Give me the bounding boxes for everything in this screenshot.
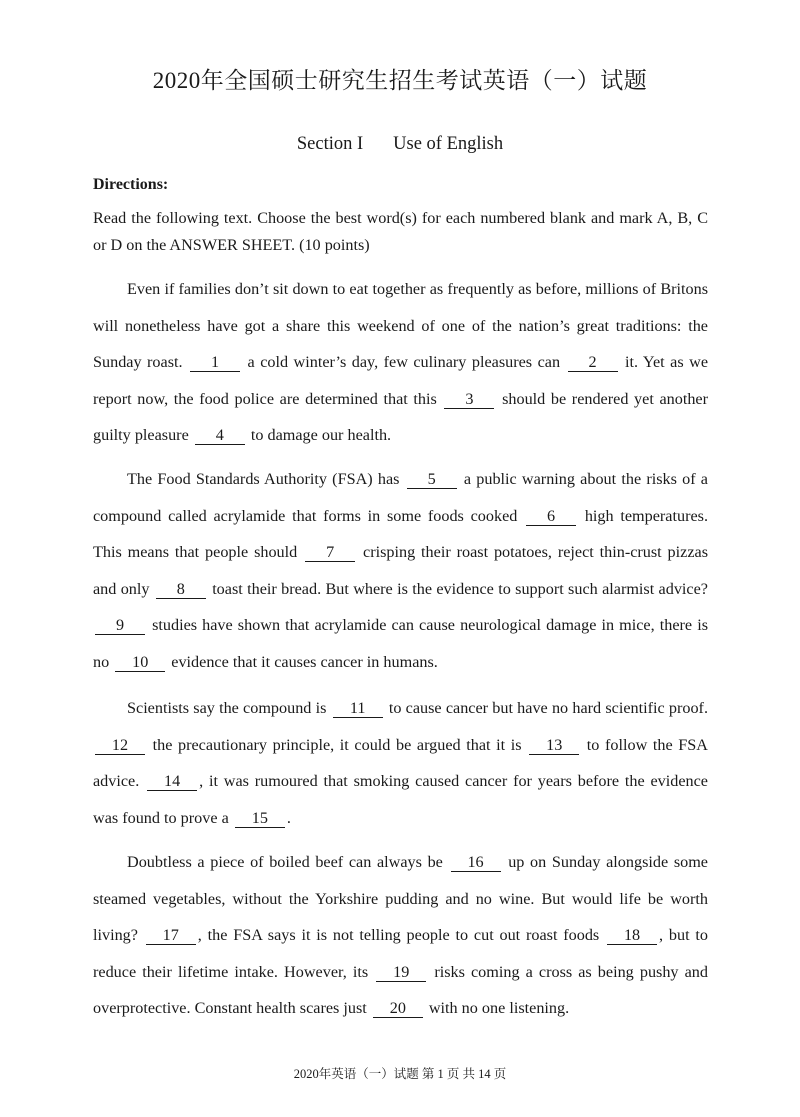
answer-blank-3: 3	[444, 390, 494, 409]
section-heading	[0, 134, 800, 155]
passage-paragraph-2: The Food Standards Authority (FSA) has 5 a public warning about the risks of a compound called acrylamide that forms in some foods cooked 6 high temperatures. This means that people should 7 crisping their roast potatoes, reject thin-crust pizzas and only 8 toast their bread. But where is the evidence to support such alarmist advice? 9 studies have shown that acrylamide can cause neurological damage in mice, there is no 10 evidence that it causes cancer in humans.	[93, 470, 708, 671]
exam-title: 2020年全国硕士研究生招生考试英语（一）试题	[152, 68, 648, 93]
answer-blank-5: 5	[407, 470, 457, 489]
answer-blank-16: 16	[451, 853, 501, 872]
answer-blank-7: 7	[305, 543, 355, 562]
answer-blank-18: 18	[607, 926, 657, 945]
answer-blank-15: 15	[235, 809, 285, 828]
answer-blank-4: 4	[195, 426, 245, 445]
answer-blank-20: 20	[373, 999, 423, 1018]
answer-blank-6: 6	[526, 507, 576, 526]
answer-blank-8: 8	[156, 580, 206, 599]
answer-blank-1: 1	[190, 353, 240, 372]
answer-blank-2: 2	[568, 353, 618, 372]
answer-blank-11: 11	[333, 699, 383, 718]
answer-blank-17: 17	[146, 926, 196, 945]
directions-text: Read the following text. Choose the best word(s) for each numbered blank and mark A, B, C or D on the ANSWER SHEET. (10 points)	[93, 209, 708, 254]
answer-blank-14: 14	[147, 772, 197, 791]
answer-blank-19: 19	[376, 963, 426, 982]
answer-blank-12: 12	[95, 736, 145, 755]
answer-blank-13: 13	[529, 736, 579, 755]
section-name: Use of English	[393, 134, 504, 154]
page-footer: 2020年英语（一）试题 第 1 页 共 14 页	[293, 1067, 507, 1081]
passage-paragraph-4: Doubtless a piece of boiled beef can always be 16 up on Sunday alongside some steamed vegetables, without the Yorkshire pudding and no wine. But would life be worth living? 17 , the FSA says it is not telling people to cut out roast foods 18 , but to reduce their lifetime intake. However, its 19 risks coming a cross as being pushy and overprotective. Constant health scares just 20 with no one listening.	[93, 853, 708, 1018]
passage-paragraph-1: Even if families don’t sit down to eat together as frequently as before, millions of Britons will nonetheless have got a share this weekend of one of the nation’s great traditions: the Sunday roast. 1 a cold winter’s day, few culinary pleasures can 2 it. Yet as we report now, the food police are determined that this 3 should be rendered yet another guilty pleasure 4 to damage our health.	[93, 280, 708, 445]
answer-blank-9: 9	[95, 616, 145, 635]
answer-blank-10: 10	[115, 653, 165, 672]
passage-paragraph-3: Scientists say the compound is 11 to cause cancer but have no hard scientific proof. 12 the precautionary principle, it could be argued that it is 13 to follow the FSA advice. 14 , it was rumoured that smoking caused cancer for years before the evidence was found to prove a 15 .	[93, 699, 708, 827]
directions-label: Directions:	[93, 176, 169, 193]
section-number: Section I	[296, 134, 364, 154]
